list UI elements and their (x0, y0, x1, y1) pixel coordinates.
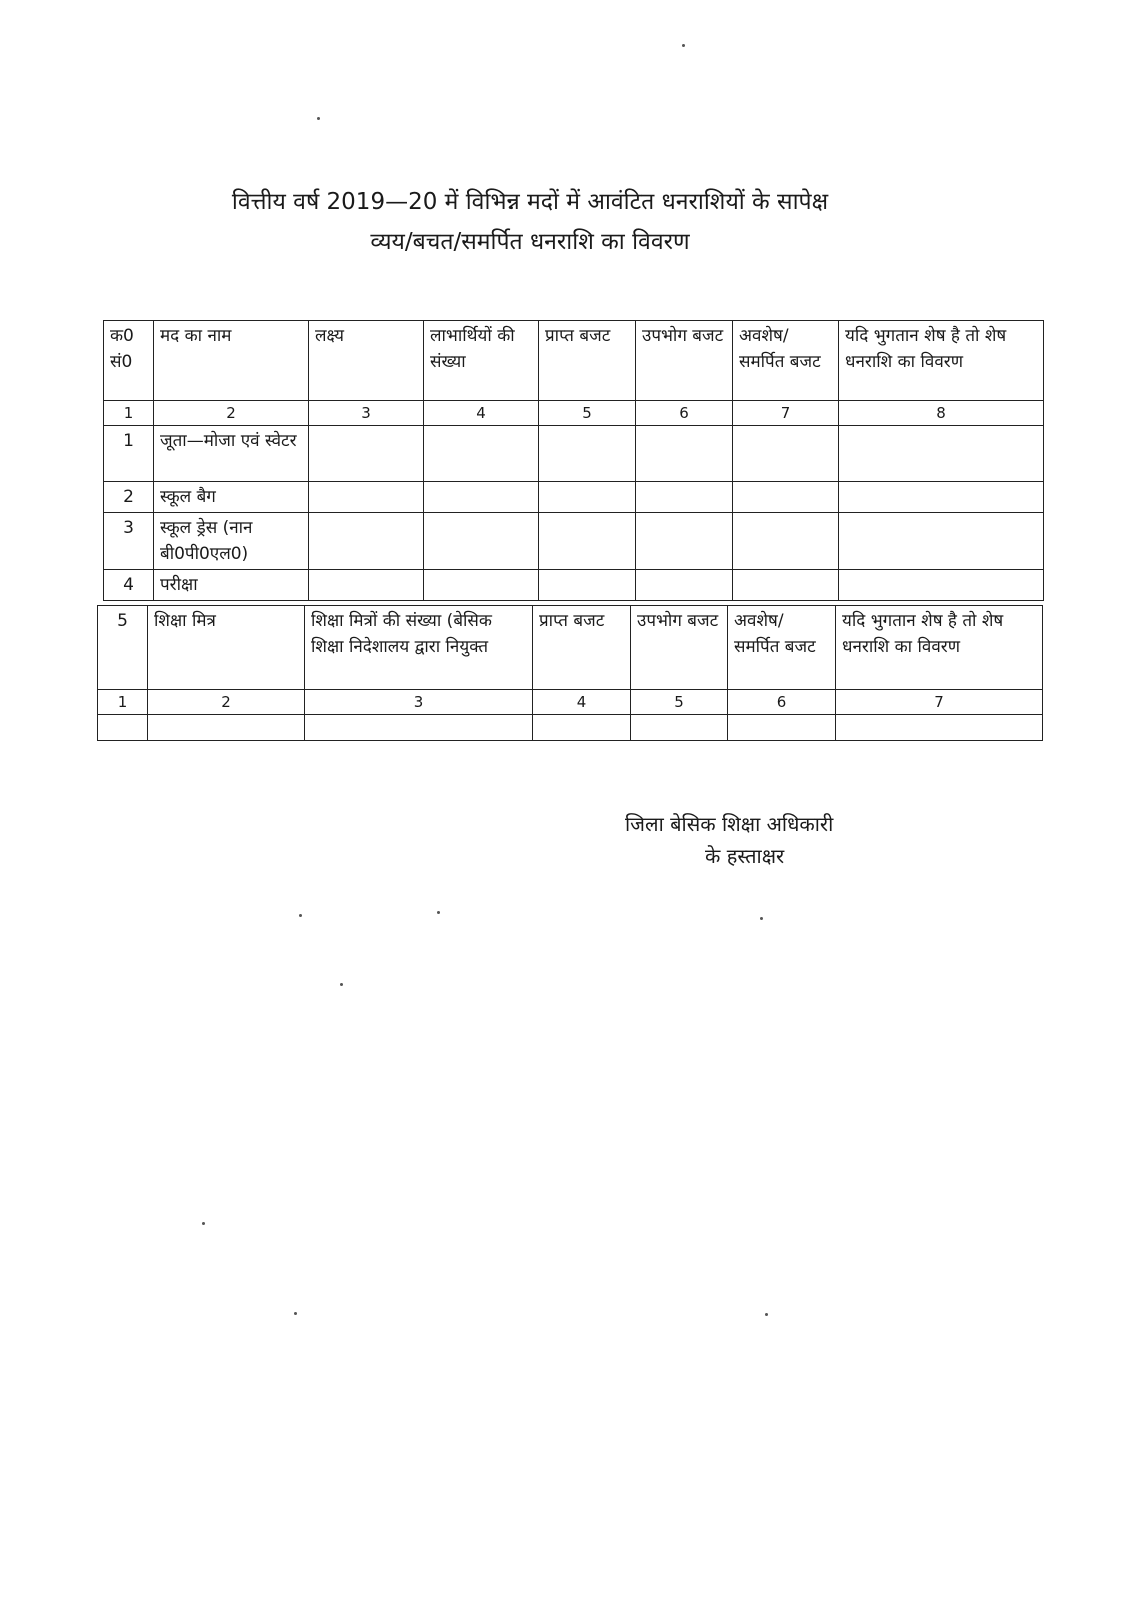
header-cell: लाभार्थियों की संख्या (424, 321, 539, 401)
empty-cell (309, 570, 424, 601)
table2-column-number-row (98, 690, 1043, 715)
column-number: 7 (836, 690, 1043, 715)
column-number: 4 (424, 401, 539, 426)
header-cell: अवशेष/ समर्पित बजट (728, 606, 836, 690)
empty-cell (533, 715, 631, 741)
table-row (98, 715, 1043, 741)
column-number: 6 (728, 690, 836, 715)
header-cell: अवशेष/ समर्पित बजट (733, 321, 839, 401)
scan-speck (317, 117, 320, 120)
header-cell: शिक्षा मित्रों की संख्या (बेसिक शिक्षा निदेशालय द्वारा नियुक्त (305, 606, 533, 690)
empty-cell (839, 426, 1044, 482)
table-row (104, 482, 1044, 513)
header-cell: मद का नाम (154, 321, 309, 401)
empty-cell (839, 482, 1044, 513)
table1-header-row (104, 321, 1044, 401)
column-number: 2 (154, 401, 309, 426)
column-number: 1 (104, 401, 154, 426)
signature-block (625, 808, 925, 872)
title-line-2: व्यय/बचत/समर्पित धनराशि का विवरण (370, 229, 690, 255)
empty-cell (839, 513, 1044, 570)
empty-cell (424, 426, 539, 482)
row-sno: 3 (104, 513, 154, 570)
empty-cell (728, 715, 836, 741)
empty-cell (539, 482, 636, 513)
header-cell: उपभोग बजट (636, 321, 733, 401)
column-number: 3 (305, 690, 533, 715)
column-number: 5 (631, 690, 728, 715)
empty-cell (539, 513, 636, 570)
column-number: 7 (733, 401, 839, 426)
table-row (104, 570, 1044, 601)
empty-cell (733, 513, 839, 570)
row-sno: 2 (104, 482, 154, 513)
column-number: 4 (533, 690, 631, 715)
empty-cell (309, 426, 424, 482)
empty-cell (636, 426, 733, 482)
empty-cell (539, 426, 636, 482)
empty-cell (733, 426, 839, 482)
header-cell: उपभोग बजट (631, 606, 728, 690)
empty-cell (98, 715, 148, 741)
scan-speck (682, 44, 685, 47)
signature-line-2: के हस्ताक्षर (705, 844, 785, 868)
document-title (100, 182, 960, 262)
title-line-1: वित्तीय वर्ष 2019—20 में विभिन्न मदों में आवंटित धनराशियों के सापेक्ष (231, 189, 829, 215)
empty-cell (839, 570, 1044, 601)
header-cell: लक्ष्य (309, 321, 424, 401)
empty-cell (539, 570, 636, 601)
empty-cell (305, 715, 533, 741)
column-number: 6 (636, 401, 733, 426)
row-sno: 5 (98, 606, 148, 690)
column-number: 8 (839, 401, 1044, 426)
header-cell: यदि भुगतान शेष है तो शेष धनराशि का विवरण (839, 321, 1044, 401)
scan-speck (437, 911, 440, 914)
empty-cell (424, 513, 539, 570)
scan-speck (340, 983, 343, 986)
scan-speck (202, 1222, 205, 1225)
scan-speck (294, 1312, 297, 1315)
column-number: 3 (309, 401, 424, 426)
table-row (104, 426, 1044, 482)
table-row (104, 513, 1044, 570)
row-item-name: परीक्षा (154, 570, 309, 601)
empty-cell (836, 715, 1043, 741)
row-item-name: जूता—मोजा एवं स्वेटर (154, 426, 309, 482)
row-sno: 1 (104, 426, 154, 482)
header-cell: यदि भुगतान शेष है तो शेष धनराशि का विवरण (836, 606, 1043, 690)
row-sno: 4 (104, 570, 154, 601)
empty-cell (733, 482, 839, 513)
column-number: 2 (148, 690, 305, 715)
header-cell: प्राप्त बजट (533, 606, 631, 690)
empty-cell (636, 482, 733, 513)
empty-cell (148, 715, 305, 741)
table2-header-row (98, 606, 1043, 690)
scan-speck (760, 917, 763, 920)
scan-speck (299, 914, 302, 917)
header-cell: क0 सं0 (104, 321, 154, 401)
empty-cell (424, 482, 539, 513)
empty-cell (309, 482, 424, 513)
column-number: 1 (98, 690, 148, 715)
row-item-name: स्कूल बैग (154, 482, 309, 513)
scan-speck (765, 1313, 768, 1316)
empty-cell (636, 570, 733, 601)
header-cell: प्राप्त बजट (539, 321, 636, 401)
table1-column-number-row (104, 401, 1044, 426)
row-item-name: स्कूल ड्रेस (नान बी0पी0एल0) (154, 513, 309, 570)
row-item-name: शिक्षा मित्र (148, 606, 305, 690)
expense-table (103, 320, 1044, 601)
empty-cell (309, 513, 424, 570)
empty-cell (631, 715, 728, 741)
shiksha-mitra-table (97, 605, 1043, 741)
empty-cell (636, 513, 733, 570)
signature-line-1: जिला बेसिक शिक्षा अधिकारी (625, 812, 834, 836)
column-number: 5 (539, 401, 636, 426)
empty-cell (424, 570, 539, 601)
empty-cell (733, 570, 839, 601)
